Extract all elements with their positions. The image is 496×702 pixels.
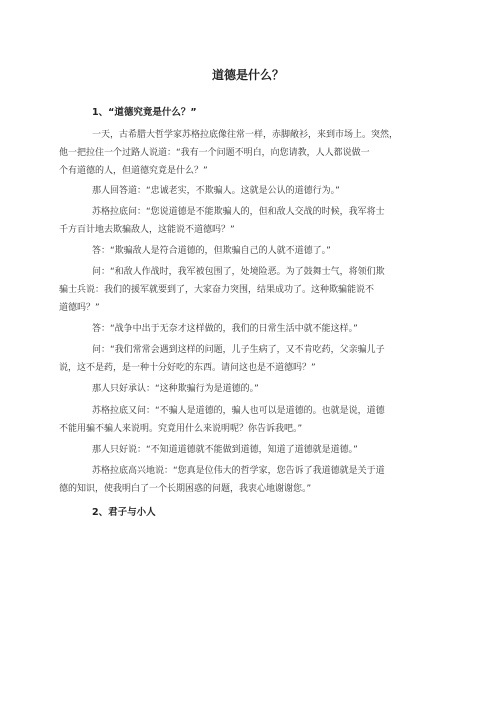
paragraph-line: 个有道德的人，但道德究竟是什么？” bbox=[59, 166, 208, 176]
section-heading-2: 2、君子与小人 bbox=[92, 507, 156, 518]
paragraph-line: 说，这不是药，是一种十分好吃的东西。请问这也是不道德吗？” bbox=[59, 363, 316, 373]
paragraph-line: 不能用骗不骗人来说明。究竟用什么来说明呢？你告诉我吧。” bbox=[59, 424, 303, 434]
section-heading-1: 1、“道德究竟是什么？” bbox=[92, 107, 197, 118]
page-title: 道德是什么？ bbox=[211, 68, 284, 82]
paragraph-line: 德的知识，使我明白了一个长期困惑的问题，我衷心地谢谢您。” bbox=[59, 484, 312, 494]
paragraph-line: 问：“我们常常会遇到这样的问题，儿子生病了，又不肯吃药，父亲骗儿子 bbox=[92, 345, 385, 355]
paragraph-line: 苏格拉底高兴地说：“您真是位伟大的哲学家，您告诉了我道德就是关于道 bbox=[92, 466, 385, 476]
paragraph-line: 他一把拉住一个过路人说道：“我有一个问题不明白，向您请教，人人都说做一 bbox=[59, 148, 370, 158]
paragraph-line: 一天，古希腊大哲学家苏格拉底像往常一样，赤脚敞衫，来到市场上。突然， bbox=[92, 130, 399, 140]
paragraph-line: 那人只好说：“不知道道德就不能做到道德，知道了道德就是道德。” bbox=[92, 445, 358, 455]
paragraph-line: 那人只好承认：“这种欺骗行为是道德的。” bbox=[92, 384, 259, 394]
paragraph-line: 道德吗？” bbox=[59, 303, 100, 313]
paragraph-line: 苏格拉底又问：“不骗人是道德的，骗人也可以是道德的。也就是说，道德 bbox=[92, 406, 385, 416]
paragraph-line: 答：“战争中出于无奈才这样做的，我们的日常生活中就不能这样。” bbox=[92, 324, 358, 334]
paragraph-line: 骗士兵说：我们的援军就要到了，大家奋力突围，结果成功了。这种欺骗能说不 bbox=[59, 285, 375, 295]
paragraph-line: 千方百计地去欺骗敌人，这能说不道德吗？” bbox=[59, 225, 235, 235]
paragraph-line: 那人回答道：“忠诚老实，不欺骗人。这就是公认的道德行为。” bbox=[92, 186, 340, 196]
paragraph-line: 苏格拉底问：“您说道德是不能欺骗人的，但和敌人交战的时候，我军将士 bbox=[92, 207, 385, 217]
paragraph-line: 答：“欺骗敌人是符合道德的，但欺骗自己的人就不道德了。” bbox=[92, 246, 331, 256]
paragraph-line: 问：“和敌人作战时，我军被包围了，处境险恶。为了鼓舞士气，将领们欺 bbox=[92, 267, 385, 277]
